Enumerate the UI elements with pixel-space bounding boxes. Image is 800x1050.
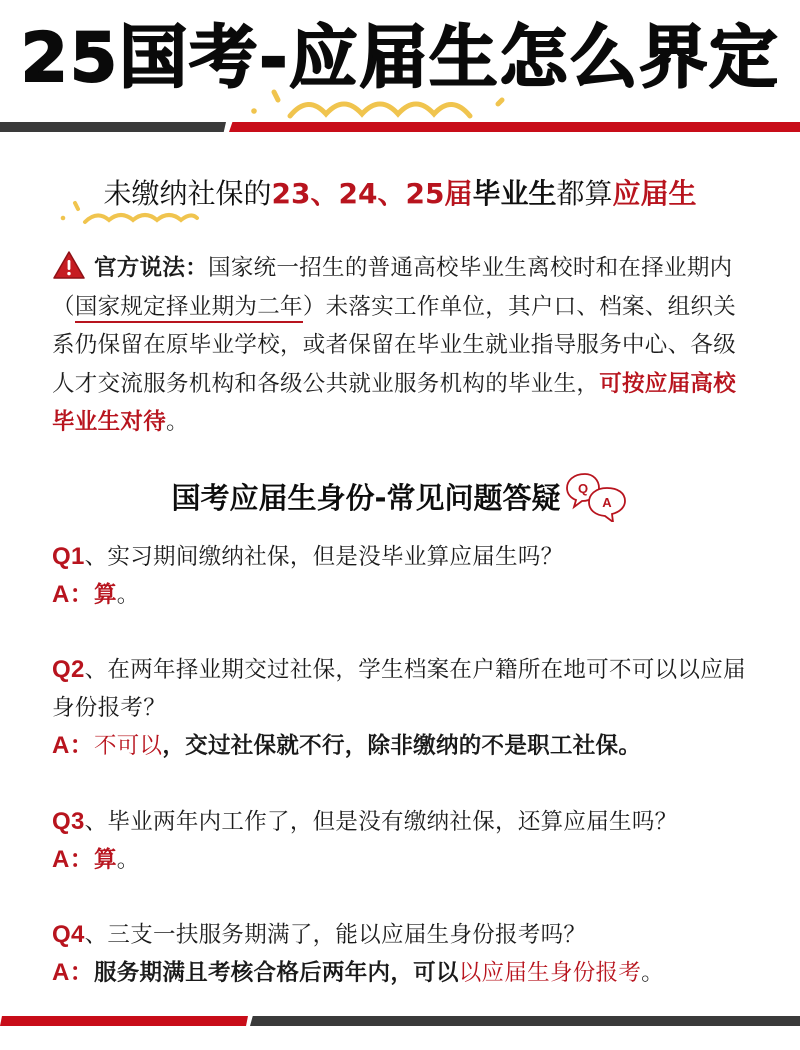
squiggle-decoration-subtitle xyxy=(55,200,205,230)
subtitle-years: 23、24、25届 xyxy=(271,177,473,210)
divider-top-red xyxy=(229,122,800,132)
official-text-2: ）未落实工作单位，其户口、档案、组织关系仍保留在原毕业学校，或者保留在毕业生就业指导服务中心、各级人才交流服务机构和各级公共就业服务机构的毕业生， xyxy=(52,293,737,397)
faq-question-3: Q3、毕业两年内工作了，但是没有缴纳社保，还算应届生吗？ xyxy=(52,808,678,835)
divider-bottom-dark xyxy=(250,1016,800,1026)
subtitle-graduates: 毕业生 xyxy=(472,177,557,210)
faq-question-1: Q1、实习期间缴纳社保，但是没毕业算应届生吗？ xyxy=(52,543,564,570)
faq-section-title-text: 国考应届生身份-常见问题答疑 xyxy=(171,481,561,515)
faq-answer-2: A：不可以，交过社保就不行，除非缴纳的不是职工社保。 xyxy=(52,732,642,759)
qa-bubbles-icon xyxy=(565,472,629,522)
divider-top-dark xyxy=(0,122,226,132)
svg-text:A: A xyxy=(601,495,612,510)
official-statement xyxy=(52,249,752,442)
official-underlined: 国家规定择业期为二年 xyxy=(75,294,303,323)
subtitle-fresh-grad: 应届生 xyxy=(612,177,697,210)
subtitle-part4: 都算 xyxy=(556,177,613,210)
faq-answer-4: A：服务期满且考核合格后两年内，可以以应届生身份报考。 xyxy=(52,959,664,986)
faq-question-4: Q4、三支一扶服务期满了，能以应届生身份报考吗？ xyxy=(52,921,587,948)
svg-text:Q: Q xyxy=(577,481,588,496)
faq-answer-3: A：算。 xyxy=(52,846,140,873)
official-end: 。 xyxy=(166,409,189,435)
faq-item-4 xyxy=(52,916,762,992)
subtitle-part1: 未缴纳社保的 xyxy=(103,177,272,210)
faq-item-2 xyxy=(52,651,762,765)
squiggle-decoration-title xyxy=(240,82,510,122)
faq-item-1 xyxy=(52,538,762,614)
divider-bottom-red xyxy=(0,1016,248,1026)
faq-item-3 xyxy=(52,803,762,879)
official-text-1: 国家统一招生的普通高校毕业生离校时和在择业期内（ xyxy=(52,255,733,320)
warning-triangle-icon xyxy=(52,250,86,280)
page-title: 25国考-应届生怎么界定 xyxy=(20,19,780,98)
official-highlight: 可按应届高校毕业生对待 xyxy=(52,370,737,435)
faq-question-2: Q2、在两年择业期交过社保，学生档案在户籍所在地可不可以以应届身份报考？ xyxy=(52,656,746,721)
faq-answer-1: A：算。 xyxy=(52,581,140,608)
official-label: 官方说法： xyxy=(94,255,209,281)
faq-section-title xyxy=(0,472,800,522)
